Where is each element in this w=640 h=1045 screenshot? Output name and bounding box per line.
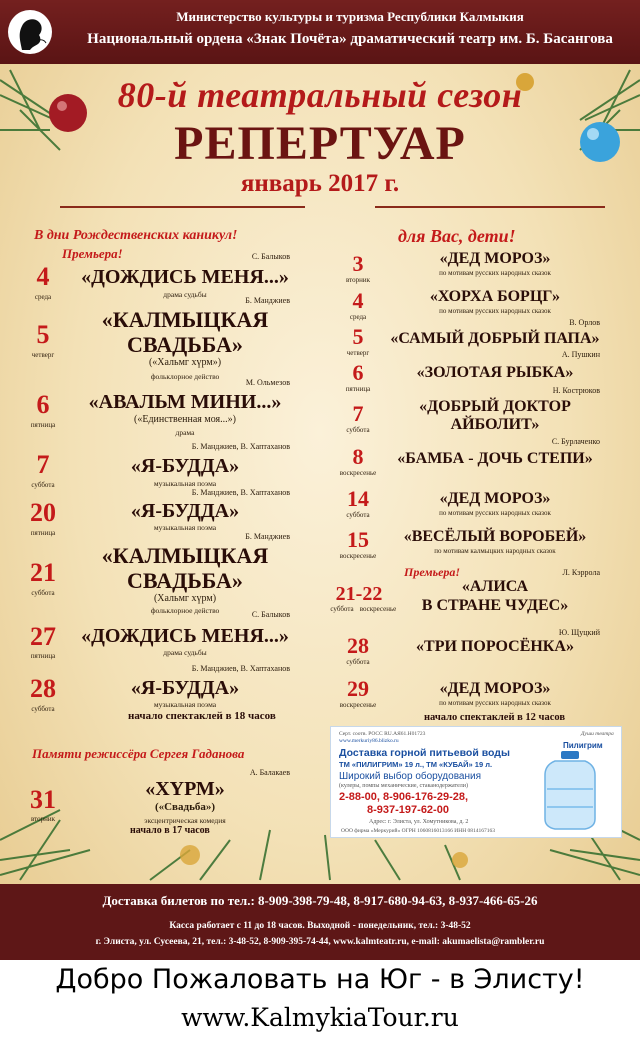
- day-number: 5: [36, 320, 50, 349]
- author: А. Балакаев: [249, 768, 290, 777]
- ad-line1: Доставка горной питьевой воды: [339, 747, 510, 759]
- author: С. Балыков: [251, 252, 290, 261]
- ad-line2: ТМ «ПИЛИГРИМ» 19 л., ТМ «КУБАЙ» 19 л.: [339, 760, 493, 769]
- author: Н. Кострюков: [552, 386, 600, 395]
- month-title: январь 2017 г.: [240, 170, 400, 197]
- play-title: «ДОЖДИСЬ МЕНЯ...»: [81, 625, 289, 647]
- ad-site: www.merkuriy86.blizko.ru: [339, 738, 399, 744]
- genre: музыкальная поэма: [153, 700, 217, 709]
- day-number: 28: [30, 674, 56, 703]
- box-office-hours: Касса работает с 11 до 18 часов. Выходной - понедельник, тел.: 3-48-52: [169, 921, 471, 931]
- day-number: 27: [30, 622, 56, 651]
- play-title: «АВАЛЬМ МИНИ...»: [88, 391, 282, 413]
- weekday: пятница: [345, 385, 371, 393]
- play-title: «КАЛМЫЦКАЯ: [101, 543, 269, 568]
- author: А. Пушкин: [561, 350, 600, 359]
- divider-right: [375, 206, 605, 216]
- subtitle: («Хальмг хүрм»): [148, 357, 222, 368]
- ad-company: ООО фирма «Меркурий» ОГРН 1060816013166 ИНН 0814167163: [341, 828, 496, 834]
- author: Б. Манджиев, В. Хаптаханов: [191, 664, 290, 673]
- ticket-delivery: Доставка билетов по тел.: 8-909-398-79-48, 8-917-680-94-63, 8-937-466-65-26: [102, 893, 538, 908]
- day-number: 8: [352, 444, 364, 469]
- genre: по мотивам русских народных сказок: [439, 269, 551, 277]
- genre: по мотивам русских народных сказок: [439, 699, 551, 707]
- ad-brand: Пилигрим: [563, 741, 603, 750]
- genre: эксцентрическая комедия: [144, 816, 226, 825]
- day-number: 15: [347, 527, 369, 552]
- weekday: суббота: [346, 511, 370, 519]
- author: С. Балыков: [251, 610, 290, 619]
- day-number: 7: [36, 450, 50, 479]
- day-number: 6: [352, 360, 364, 385]
- play-title-line2: В СТРАНЕ ЧУДЕС»: [421, 597, 569, 614]
- weekday: четверг: [346, 349, 370, 357]
- author: С. Бурлаченко: [551, 437, 600, 446]
- weekday: суббота: [31, 481, 55, 489]
- day-number: 4: [352, 288, 364, 313]
- day-number: 21-22: [335, 583, 383, 605]
- author: Б. Манджиев, В. Хаптаханов: [191, 442, 290, 451]
- play-title: «БАМБА - ДОЧЬ СТЕПИ»: [397, 450, 593, 467]
- weekday: воскресенье: [359, 605, 397, 613]
- play-title: «ДЕД МОРОЗ»: [439, 490, 551, 507]
- ad-line4: (кулеры, помпы механические, стаканодержатели): [339, 783, 468, 789]
- play-title: «ВЕСЁЛЫЙ ВОРОБЕЙ»: [403, 528, 587, 545]
- play-title: «ДОБРЫЙ ДОКТОР: [419, 398, 571, 415]
- weekday: воскресенье: [339, 701, 377, 709]
- divider-left: [60, 206, 305, 216]
- play-title-line2: СВАДЬБА»: [127, 332, 243, 357]
- genre: по мотивам русских народных сказок: [439, 509, 551, 517]
- kalmykia-tour-link[interactable]: www.KalmykiaTour.ru: [181, 1003, 459, 1032]
- weekday: пятница: [30, 652, 56, 660]
- weekday: вторник: [31, 815, 55, 823]
- right-start-note: начало спектаклей в 12 часов: [424, 712, 566, 723]
- weekday: воскресенье: [339, 552, 377, 560]
- play-title: «ТРИ ПОРОСЁНКА»: [416, 638, 574, 655]
- genre: драма: [175, 428, 195, 437]
- ministry-line: Министерство культуры и туризма Республики Калмыкия: [176, 9, 524, 24]
- weekday: суббота: [330, 605, 354, 613]
- play-title: «САМЫЙ ДОБРЫЙ ПАПА»: [390, 330, 600, 347]
- memory-start-note: начало в 17 часов: [130, 825, 210, 836]
- author: М. Ольмезов: [245, 378, 290, 387]
- day-number: 14: [347, 486, 369, 511]
- day-number: 20: [30, 498, 56, 527]
- water-bottle-icon: [539, 749, 601, 831]
- play-title: «КАЛМЫЦКАЯ: [101, 307, 269, 332]
- author: Ю. Щуцкий: [558, 628, 600, 637]
- weekday: суббота: [31, 705, 55, 713]
- repertoire-title: РЕПЕРТУАР: [174, 117, 466, 170]
- ad-line3: Широкий выбор оборудования: [339, 771, 481, 782]
- weekday: среда: [349, 313, 367, 321]
- author: В. Орлов: [569, 318, 600, 327]
- play-title: «Я-БУДДА»: [130, 500, 240, 522]
- footer: [0, 884, 640, 960]
- weekday: пятница: [30, 529, 56, 537]
- play-title: «Я-БУДДА»: [130, 677, 240, 699]
- author: Б. Манджиев: [245, 532, 290, 541]
- day-number: 21: [30, 558, 56, 587]
- weekday: суббота: [346, 658, 370, 666]
- theatre-address: г. Элиста, ул. Сусеева, 21, тел.: 3-48-52, 8-909-395-74-44, www.kalmteatr.ru, e-mail: akumaelista@rambler.ru: [95, 937, 545, 947]
- weekday: пятница: [30, 421, 56, 429]
- play-title: «ЗОЛОТАЯ РЫБКА»: [416, 364, 574, 381]
- play-title: «ДОЖДИСЬ МЕНЯ...»: [81, 266, 289, 288]
- subtitle: («Свадьба»): [154, 801, 216, 813]
- day-number: 5: [352, 324, 364, 349]
- weekday: среда: [34, 293, 52, 301]
- author: Л. Кэррола: [562, 568, 600, 577]
- day-number: 29: [347, 676, 369, 701]
- theatre-name: Национальный ордена «Знак Почёта» драматический театр им. Б. Басангова: [87, 31, 613, 47]
- ad-phone1: 2-88-00, 8-906-176-29-28,: [339, 791, 469, 803]
- play-title: «ДЕД МОРОЗ»: [439, 250, 551, 267]
- right-heading: для Вас, дети!: [398, 226, 516, 246]
- genre: музыкальная поэма: [153, 523, 217, 532]
- play-title: «Я-БУДДА»: [130, 455, 240, 477]
- ad-phone2: 8-937-197-62-00: [367, 804, 449, 816]
- day-number: 3: [352, 251, 364, 276]
- weekday: воскресенье: [339, 469, 377, 477]
- genre: драма судьбы: [163, 648, 207, 657]
- ad-address: Адрес: г. Элиста, ул. Хомутникова, д. 2: [369, 819, 469, 825]
- genre: музыкальная поэма: [153, 479, 217, 488]
- subtitle: («Единственная моя...»): [134, 414, 236, 425]
- author: Б. Манджиев, В. Хаптаханов: [191, 488, 290, 497]
- season-title: 80-й театральный сезон: [117, 75, 523, 115]
- water-delivery-ad: [330, 726, 622, 838]
- play-title: «ДЕД МОРОЗ»: [439, 680, 551, 697]
- author: Б. Манджиев: [245, 296, 290, 305]
- ad-water-note: Души театра: [581, 731, 614, 737]
- day-number: 4: [36, 262, 50, 291]
- play-title: «ХОРХА БОРЦГ»: [429, 288, 561, 305]
- welcome-banner: Добро Пожаловать на Юг - в Элисту!: [55, 964, 585, 995]
- ad-certificate: Серт. соотв. РОСС RU.АЯ61.Н01723: [339, 731, 426, 737]
- genre: по мотивам русских народных сказок: [439, 307, 551, 315]
- memory-heading: Памяти режиссёра Сергея Гаданова: [32, 746, 245, 761]
- play-title: «АЛИСА: [461, 578, 529, 595]
- play-title-line2: АЙБОЛИТ»: [450, 416, 540, 433]
- left-heading: В дни Рождественских каникул!: [34, 228, 238, 243]
- left-start-note: начало спектаклей в 18 часов: [128, 710, 276, 722]
- subtitle: (Хальмг хүрм): [153, 593, 217, 604]
- weekday: вторник: [346, 276, 370, 284]
- weekday: суббота: [346, 426, 370, 434]
- play-title-line2: СВАДЬБА»: [127, 568, 243, 593]
- day-number: 31: [30, 785, 56, 814]
- play-title: «ХҮРМ»: [145, 778, 225, 800]
- weekday: четверг: [31, 351, 55, 359]
- day-number: 6: [36, 390, 50, 419]
- genre: драма судьбы: [163, 290, 207, 299]
- premiere-label: Премьера!: [404, 565, 461, 579]
- genre: фольклорное действо: [150, 606, 220, 615]
- genre: фольклорное действо: [150, 372, 220, 381]
- weekday: суббота: [31, 589, 55, 597]
- day-number: 28: [347, 633, 369, 658]
- genre: по мотивам калмыцких народных сказок: [434, 547, 556, 555]
- premiere-label: Премьера!: [62, 246, 123, 261]
- day-number: 7: [352, 401, 364, 426]
